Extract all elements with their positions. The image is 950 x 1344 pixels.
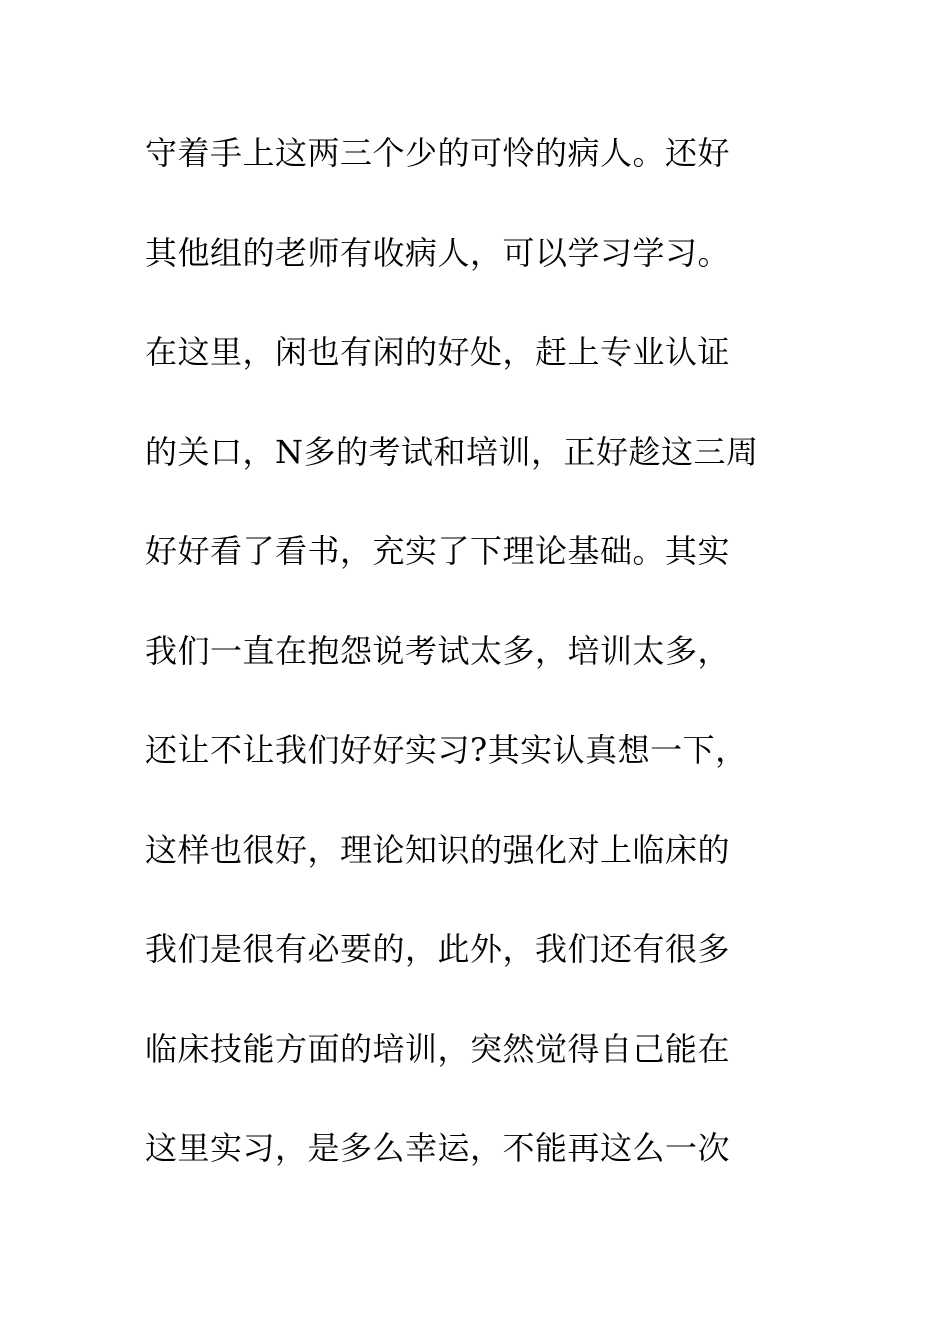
text-line: 的关口，N多的考试和培训，正好趁这三周 [145, 432, 759, 471]
text-line: 守着手上这两三个少的可怜的病人。还好 [145, 134, 731, 172]
text-line: 在这里，闲也有闲的好处，赶上专业认证 [145, 333, 731, 371]
text-line: 还让不让我们好好实习?其实认真想一下， [145, 731, 748, 769]
text-line: 临床技能方面的培训，突然觉得自己能在 [145, 1029, 731, 1068]
text-line: 这里实习，是多么幸运，不能再这么一次 [145, 1129, 731, 1167]
body-text [145, 127, 825, 1222]
text-line: 我们一直在抱怨说考试太多，培训太多， [145, 631, 731, 670]
text-line: 这样也很好，理论知识的强化对上临床的 [145, 830, 731, 869]
text-line: 我们是很有必要的，此外，我们还有很多 [145, 930, 731, 968]
text-line: 其他组的老师有收病人，可以学习学习。 [145, 233, 731, 272]
text-line: 好好看了看书，充实了下理论基础。其实 [145, 532, 731, 570]
